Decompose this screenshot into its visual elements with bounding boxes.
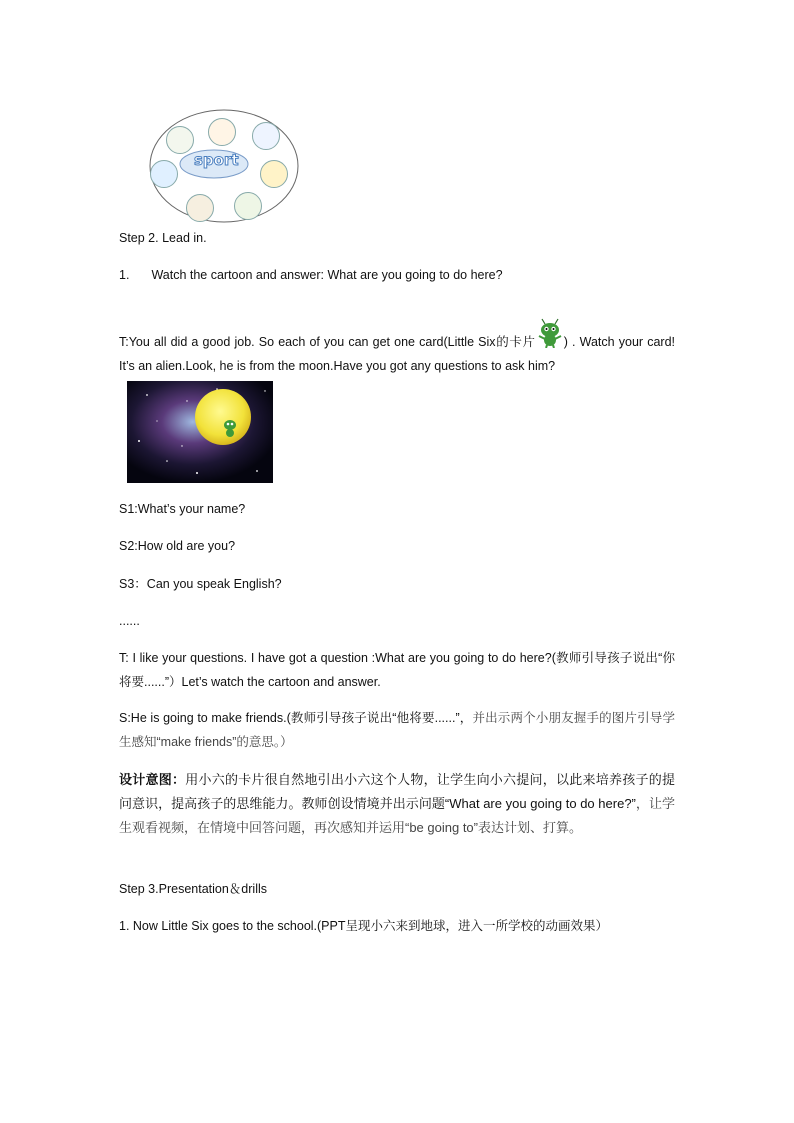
item1-number: 1.: [119, 268, 130, 282]
step2-heading: Step 2. Lead in.: [119, 231, 207, 245]
swimming-icon: [150, 160, 178, 188]
ellipsis: ......: [119, 614, 140, 628]
alien-icon: [536, 318, 564, 348]
item3: 1. Now Little Six goes to the school.(PPT呈现小六来到地球，进入一所学校的动画效果）: [119, 919, 608, 933]
item1: [119, 263, 675, 287]
student-part1: S:He is going to make friends.(教师引导孩子说出“他将要......”，: [119, 711, 473, 725]
ball-game-icon: [260, 160, 288, 188]
football-icon: [208, 118, 236, 146]
teacher-paragraph-1: [119, 318, 675, 378]
item1-text: Watch the cartoon and answer: What are you going to do here?: [151, 268, 503, 282]
teacher1-part2: ) . Watch your card! It’s an alien.Look, he is from the moon.Have you got any questions to ask him?: [119, 335, 675, 373]
painting-icon: [234, 192, 262, 220]
running-icon: [252, 122, 280, 150]
climbing-icon: [186, 194, 214, 222]
teacher1-part1: T:You all did a good job. So each of you can get one card(Little Six的卡片: [119, 335, 536, 349]
student-part2: 并出示两个小朋友握手的图片引导学生感知“make friends”的意思。）: [119, 711, 675, 749]
cycling-icon: [166, 126, 194, 154]
design-intent-label: 设计意图：: [119, 772, 186, 787]
question-1: S1:What’s your name?: [119, 502, 246, 516]
teacher-paragraph-2: T: I like your questions. I have got a question :What are you going to do here?(教师引导孩子说出“你将要......”）Let’s watch the cartoon and answer.: [119, 651, 675, 689]
sport-diagram: [148, 108, 300, 224]
sport-label: sport: [194, 151, 239, 169]
design-part2: ，让学生观看视频，在情境中回答问题，再次感知并运用“be going to”表达计划、打算。: [119, 796, 675, 835]
question-3: S3：Can you speak English?: [119, 577, 282, 591]
step3-heading: Step 3.Presentation＆drills: [119, 882, 267, 896]
space-moon-image: [127, 381, 273, 483]
design-intent-paragraph: [119, 768, 675, 840]
question-2: S2:How old are you?: [119, 539, 236, 553]
design-part1: 用小六的卡片很自然地引出小六这个人物，让学生向小六提问，以此来培养孩子的提问意识，提高孩子的思维能力。教师创设情境并出示问题“What are you going to do here?”: [119, 772, 675, 811]
student-paragraph: [119, 706, 675, 754]
